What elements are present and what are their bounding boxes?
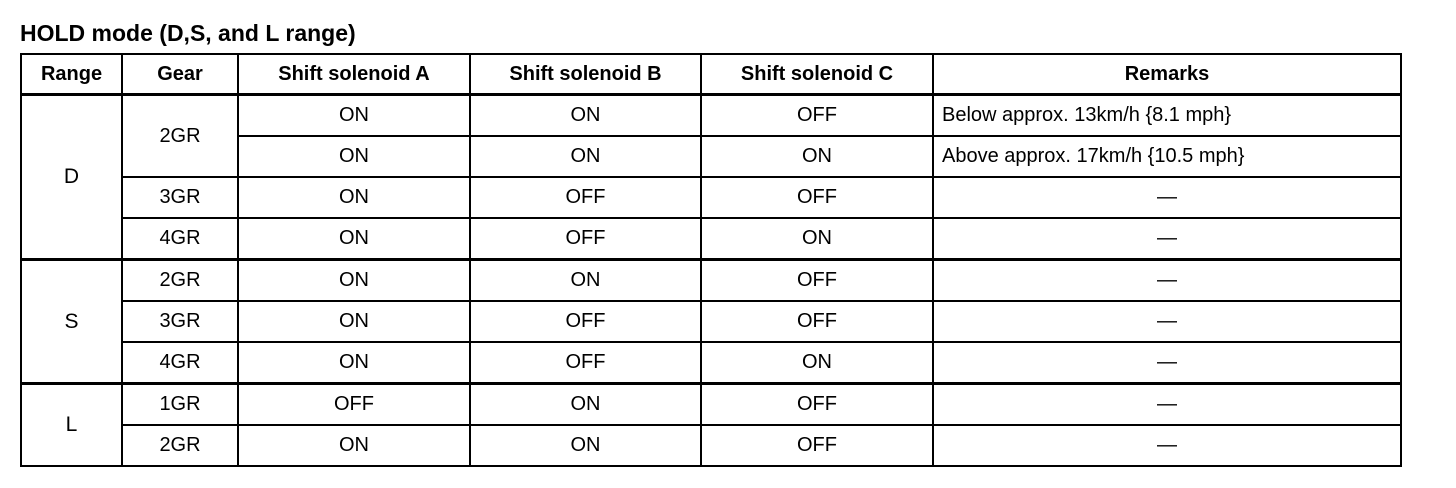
gear-cell: 3GR: [122, 177, 238, 218]
table-row: [21, 301, 1401, 342]
remarks-cell: Below approx. 13km/h {8.1 mph}: [933, 95, 1401, 137]
solenoid-b-cell: ON: [470, 384, 701, 426]
solenoid-a-cell: ON: [238, 218, 470, 260]
gear-cell: 1GR: [122, 384, 238, 426]
solenoid-b-cell: OFF: [470, 177, 701, 218]
page-title: HOLD mode (D,S, and L range): [20, 20, 356, 46]
table-row: [21, 177, 1401, 218]
range-cell-s: S: [21, 260, 122, 384]
solenoid-b-cell: ON: [470, 260, 701, 302]
solenoid-c-cell: ON: [701, 218, 933, 260]
remarks-cell: —: [933, 260, 1401, 302]
gear-cell: 4GR: [122, 342, 238, 384]
remarks-cell: —: [933, 177, 1401, 218]
solenoid-a-cell: ON: [238, 177, 470, 218]
solenoid-a-cell: ON: [238, 136, 470, 177]
column-header-solenoid-c: Shift solenoid C: [701, 54, 933, 95]
range-cell-l: L: [21, 384, 122, 467]
column-header-range: Range: [21, 54, 122, 95]
solenoid-c-cell: OFF: [701, 301, 933, 342]
table-row: [21, 260, 1401, 302]
solenoid-a-cell: ON: [238, 260, 470, 302]
remarks-cell: —: [933, 301, 1401, 342]
range-cell-d: D: [21, 95, 122, 260]
hold-mode-table: [20, 53, 1402, 467]
remarks-cell: —: [933, 218, 1401, 260]
gear-cell: 4GR: [122, 218, 238, 260]
solenoid-a-cell: ON: [238, 425, 470, 466]
column-header-solenoid-a: Shift solenoid A: [238, 54, 470, 95]
gear-cell: 3GR: [122, 301, 238, 342]
solenoid-b-cell: ON: [470, 136, 701, 177]
table-row: [21, 95, 1401, 137]
table-row: [21, 342, 1401, 384]
remarks-cell: —: [933, 425, 1401, 466]
solenoid-b-cell: ON: [470, 95, 701, 137]
solenoid-b-cell: OFF: [470, 301, 701, 342]
solenoid-a-cell: OFF: [238, 384, 470, 426]
solenoid-a-cell: ON: [238, 301, 470, 342]
solenoid-c-cell: OFF: [701, 384, 933, 426]
table-row: [21, 218, 1401, 260]
solenoid-b-cell: ON: [470, 425, 701, 466]
table-header-row: [21, 54, 1401, 95]
remarks-cell: —: [933, 384, 1401, 426]
column-header-solenoid-b: Shift solenoid B: [470, 54, 701, 95]
column-header-remarks: Remarks: [933, 54, 1401, 95]
remarks-cell: Above approx. 17km/h {10.5 mph}: [933, 136, 1401, 177]
gear-cell: 2GR: [122, 260, 238, 302]
column-header-gear: Gear: [122, 54, 238, 95]
solenoid-b-cell: OFF: [470, 342, 701, 384]
solenoid-c-cell: OFF: [701, 177, 933, 218]
table-row: [21, 425, 1401, 466]
solenoid-a-cell: ON: [238, 95, 470, 137]
solenoid-c-cell: OFF: [701, 95, 933, 137]
solenoid-c-cell: ON: [701, 136, 933, 177]
solenoid-c-cell: ON: [701, 342, 933, 384]
solenoid-c-cell: OFF: [701, 260, 933, 302]
solenoid-c-cell: OFF: [701, 425, 933, 466]
solenoid-b-cell: OFF: [470, 218, 701, 260]
solenoid-a-cell: ON: [238, 342, 470, 384]
gear-cell: 2GR: [122, 95, 238, 178]
table-row: [21, 384, 1401, 426]
remarks-cell: —: [933, 342, 1401, 384]
gear-cell: 2GR: [122, 425, 238, 466]
